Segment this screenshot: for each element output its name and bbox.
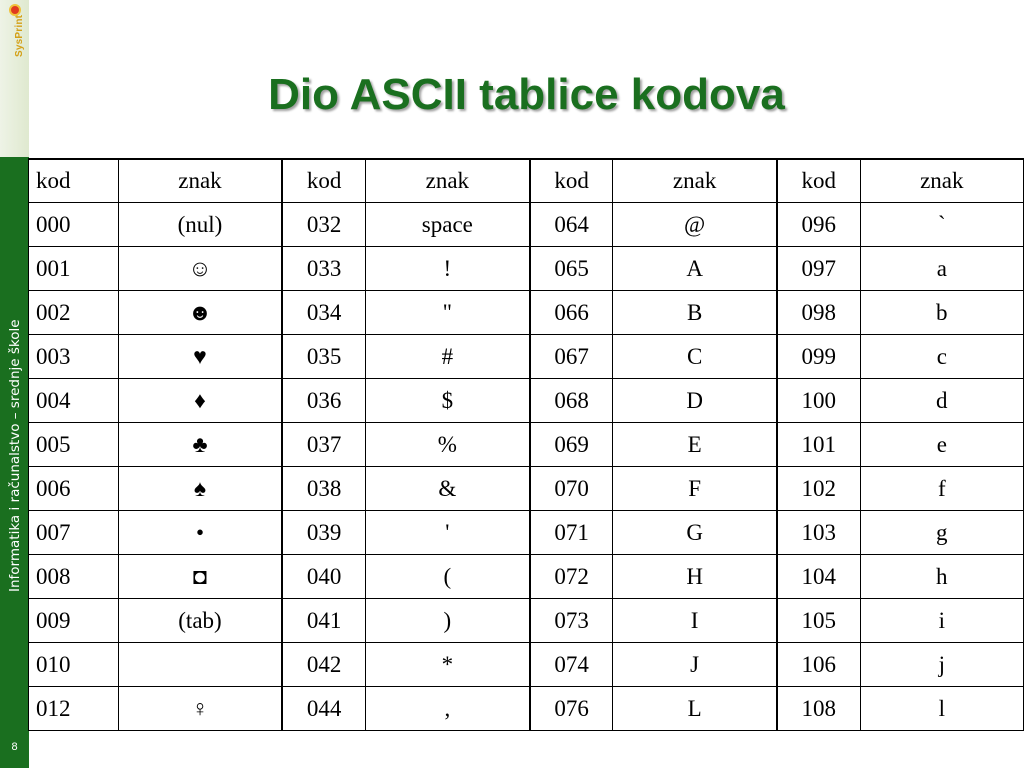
char-cell: h [860,555,1023,599]
code-cell: 034 [282,291,365,335]
char-cell: J [613,643,777,687]
char-cell: G [613,511,777,555]
char-cell: ( [365,555,529,599]
code-cell: 000 [29,203,119,247]
table-row [29,379,1024,423]
code-cell: 067 [530,335,613,379]
page-number: 8 [11,741,18,753]
code-cell: 105 [777,599,860,643]
char-cell: ♥ [118,335,282,379]
char-cell: (nul) [118,203,282,247]
code-cell: 008 [29,555,119,599]
code-cell: 104 [777,555,860,599]
code-cell: 001 [29,247,119,291]
column-header: kod [777,159,860,203]
code-cell: 100 [777,379,860,423]
char-cell: A [613,247,777,291]
code-cell: 096 [777,203,860,247]
code-cell: 007 [29,511,119,555]
char-cell: ) [365,599,529,643]
code-cell: 044 [282,687,365,731]
table-row [29,467,1024,511]
char-cell: * [365,643,529,687]
code-cell: 005 [29,423,119,467]
char-cell: C [613,335,777,379]
char-cell: ` [860,203,1023,247]
char-cell: " [365,291,529,335]
code-cell: 039 [282,511,365,555]
char-cell: @ [613,203,777,247]
table-row [29,687,1024,731]
char-cell: ! [365,247,529,291]
column-header: kod [530,159,613,203]
code-cell: 102 [777,467,860,511]
code-cell: 101 [777,423,860,467]
column-header: kod [29,159,119,203]
char-cell: ' [365,511,529,555]
column-header: znak [613,159,777,203]
code-cell: 073 [530,599,613,643]
char-cell: ♦ [118,379,282,423]
char-cell: I [613,599,777,643]
table-row [29,555,1024,599]
column-header: znak [860,159,1023,203]
char-cell: f [860,467,1023,511]
table-row [29,643,1024,687]
char-cell: ☺ [118,247,282,291]
char-cell [118,643,282,687]
page-title: Dio ASCII tablice kodova [268,70,785,119]
char-cell: • [118,511,282,555]
char-cell: ♀ [118,687,282,731]
code-cell: 072 [530,555,613,599]
code-cell: 009 [29,599,119,643]
char-cell: H [613,555,777,599]
code-cell: 035 [282,335,365,379]
char-cell: % [365,423,529,467]
char-cell: , [365,687,529,731]
code-cell: 097 [777,247,860,291]
char-cell: B [613,291,777,335]
table-row [29,291,1024,335]
code-cell: 074 [530,643,613,687]
logo-text: SysPrint [14,14,25,57]
ascii-table [28,158,1024,731]
code-cell: 106 [777,643,860,687]
code-cell: 004 [29,379,119,423]
table-row [29,511,1024,555]
char-cell: E [613,423,777,467]
code-cell: 032 [282,203,365,247]
char-cell: ♠ [118,467,282,511]
code-cell: 033 [282,247,365,291]
column-header: znak [365,159,529,203]
code-cell: 068 [530,379,613,423]
code-cell: 108 [777,687,860,731]
char-cell: ☻ [118,291,282,335]
code-cell: 036 [282,379,365,423]
column-header: kod [282,159,365,203]
char-cell: b [860,291,1023,335]
sidebar-band [0,0,29,768]
code-cell: 012 [29,687,119,731]
code-cell: 076 [530,687,613,731]
char-cell: g [860,511,1023,555]
char-cell: (tab) [118,599,282,643]
code-cell: 071 [530,511,613,555]
code-cell: 064 [530,203,613,247]
table-row [29,423,1024,467]
char-cell: # [365,335,529,379]
char-cell: c [860,335,1023,379]
code-cell: 098 [777,291,860,335]
char-cell: a [860,247,1023,291]
code-cell: 010 [29,643,119,687]
code-cell: 040 [282,555,365,599]
char-cell: j [860,643,1023,687]
code-cell: 002 [29,291,119,335]
code-cell: 103 [777,511,860,555]
char-cell: & [365,467,529,511]
sidebar-caption: Informatika i računalstvo – srednje škole [7,319,23,592]
code-cell: 003 [29,335,119,379]
char-cell: i [860,599,1023,643]
code-cell: 038 [282,467,365,511]
char-cell: l [860,687,1023,731]
code-cell: 006 [29,467,119,511]
char-cell: ◘ [118,555,282,599]
table-header-row [29,159,1024,203]
table-row [29,247,1024,291]
code-cell: 070 [530,467,613,511]
table-row [29,335,1024,379]
column-header: znak [118,159,282,203]
char-cell: F [613,467,777,511]
table-row [29,203,1024,247]
code-cell: 042 [282,643,365,687]
code-cell: 041 [282,599,365,643]
char-cell: D [613,379,777,423]
code-cell: 069 [530,423,613,467]
code-cell: 066 [530,291,613,335]
code-cell: 099 [777,335,860,379]
char-cell: ♣ [118,423,282,467]
char-cell: e [860,423,1023,467]
char-cell: $ [365,379,529,423]
sysprint-logo [2,2,26,64]
char-cell: d [860,379,1023,423]
char-cell: space [365,203,529,247]
code-cell: 037 [282,423,365,467]
code-cell: 065 [530,247,613,291]
char-cell: L [613,687,777,731]
table-row [29,599,1024,643]
